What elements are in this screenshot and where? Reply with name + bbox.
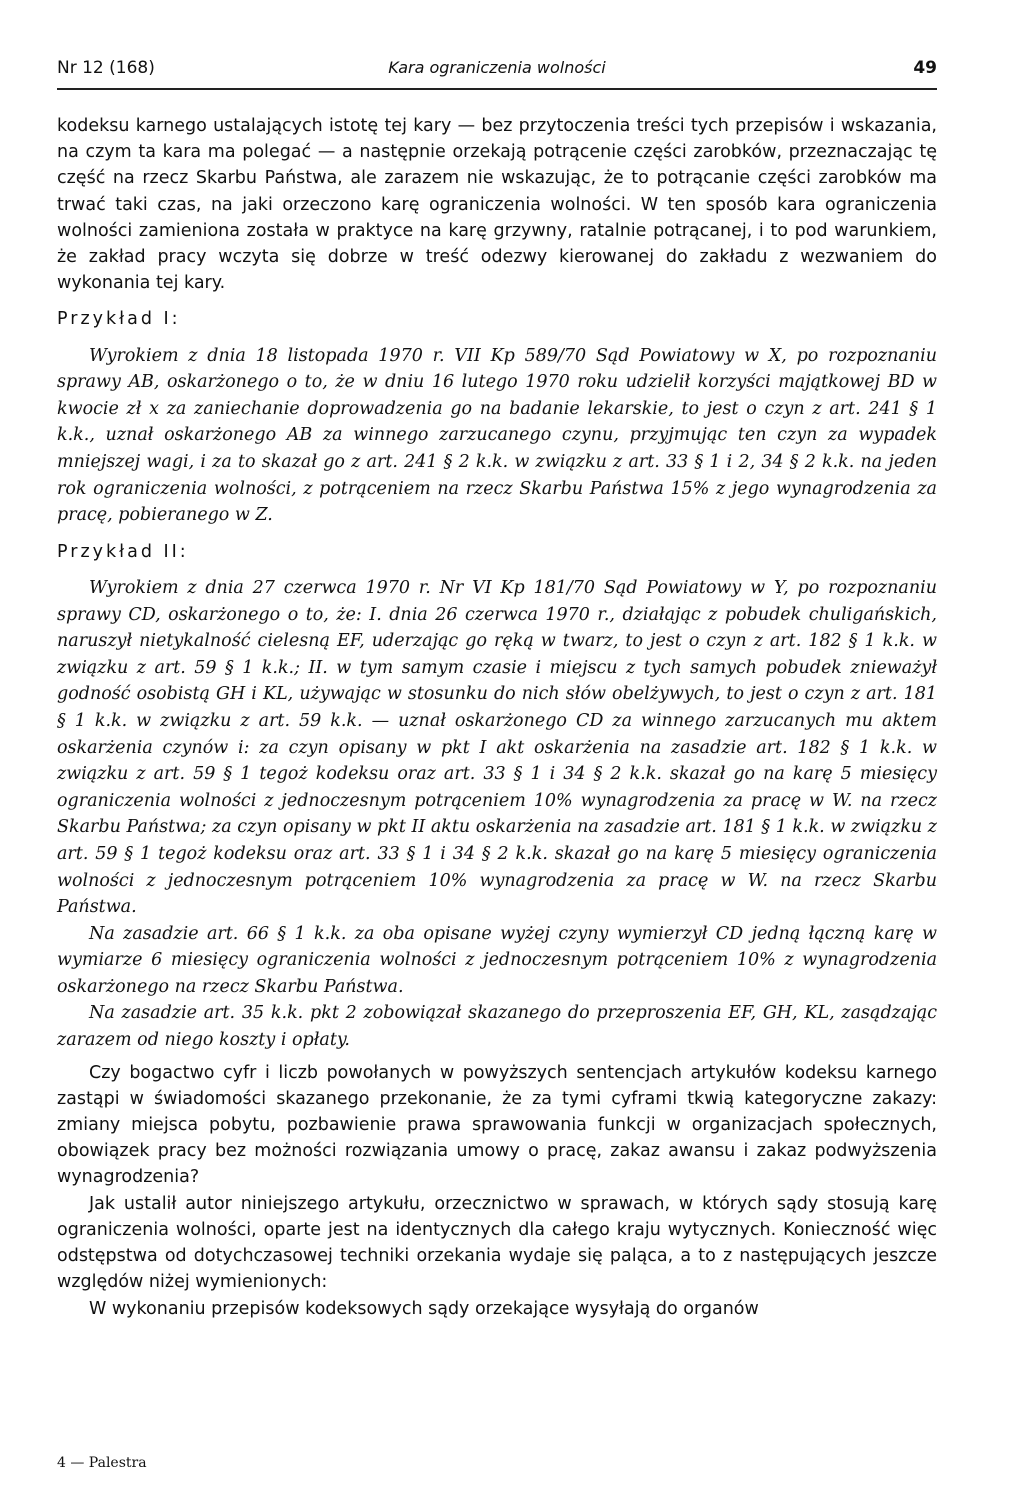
example-text: Wyrokiem z dnia 27 czerwca 1970 r. Nr VI Kp 181/70 Sąd Powiatowy w Y, po rozpoznaniu sprawy CD, oskarżonego o to, że: I. dnia 26 czerwca 1970 r., działając z pobudek chuligańskich, naruszył nietykalność cielesną EF, uderzając go ręką w twarz, to jest o czyn z art. 182 § 1 k.k. w związku z art. 59 § 1 k.k.; II. w tym samym czasie i miejscu z tych samych pobudek znieważył godność osobistą GH i KL, używając w stosunku do nich słów obelżywych, to jest o czyn z art. 181 § 1 k.k. w związku z art. 59 k.k. — uznał oskarżonego CD za winnego zarzucanych mu aktem oskarżenia czynów i: za czyn opisany w pkt I akt oskarżenia na zasadzie art. 182 § 1 k.k. w związku z art. 59 § 1 tegoż kodeksu oraz art. 33 § 1 i 34 § 2 k.k. skazał go na karę 5 miesięcy ograniczenia wolności z jednoczesnym potrąceniem 10% wynagrodzenia za pracę w W. na rzecz Skarbu Państwa; za czyn opisany w pkt II aktu oskarżenia na zasadzie art. 181 § 1 k.k. w związku z art. 59 § 1 tegoż kodeksu oraz art. 33 § 1 i 34 § 2 k.k. skazał go na karę 5 miesięcy ograniczenia wolności z jednoczesnym potrąceniem 10% wynagrodzenia za pracę w W. na rzecz Skarbu Państwa. — [57, 577, 937, 918]
document-page — [57, 0, 937, 1501]
paragraph: kodeksu karnego ustalających istotę tej kary — bez przytoczenia treści tych przepisów i wskazania, na czym ta kara ma polegać — a następnie orzekają potrącenie części zarobków, przeznaczając tę część na rzecz Skarbu Państwa, ale zarazem nie wskazując, że to potrącanie części zarobków ma trwać taki czas, na jaki orzeczono karę ograniczenia wolności. W ten sposób kara ograniczenia wolności zamieniona została w praktyce na karę grzywny, ratalnie potrącanej, i to pod warunkiem, że zakład pracy wczyta się dobrze w treść odezwy kierowanej do zakładu z wezwaniem do wykonania tej kary. — [57, 116, 937, 294]
paragraph: Czy bogactwo cyfr i liczb powołanych w powyższych sentencjach artykułów kodeksu karnego zastąpi w świadomości skazanego przekonanie, że za tymi cyframi tkwią kategoryczne zakazy: zmiany miejsca pobytu, pozbawienie prawa sprawowania funkcji w organizacjach społecznych, obowiązek pracy bez możności rozwiązania umowy o pracę, zakaz awansu i zakaz podwyższenia wynagrodzenia? — [57, 1062, 937, 1188]
example-text: Wyrokiem z dnia 18 listopada 1970 r. VII Kp 589/70 Sąd Powiatowy w X, po rozpoznaniu sprawy AB, oskarżonego o to, że w dniu 16 lutego 1970 roku udzielił korzyści majątkowej BD w kwocie zł x za zaniechanie doprowadzenia go na badanie lekarskie, to jest o czyn z art. 241 § 1 k.k., uznał oskarżonego AB za winnego zarzucanego czynu, przyjmując ten czyn za wypadek mniejszej wagi, i za to skazał go z art. 241 § 2 k.k. w związku z art. 33 § 1 i 2, 34 § 2 k.k. na jeden rok ograniczenia wolności, z potrąceniem na rzecz Skarbu Państwa 15% z jego wynagrodzenia za pracę, pobieranego w Z. — [57, 345, 937, 526]
page-number: 49 — [913, 58, 937, 78]
example-label: Przykład I: — [57, 309, 181, 330]
example-label: Przykład II: — [57, 541, 189, 562]
article-body — [57, 113, 937, 1322]
example-text: Na zasadzie art. 66 § 1 k.k. za oba opisane wyżej czyny wymierzył CD jedną łączną karę w wymiarze 6 miesięcy ograniczenia wolności z jednoczesnym potrąceniem 10% z wynagrodzenia oskarżonego na rzecz Skarbu Państwa. — [57, 923, 937, 997]
footer-signature: 4 — Palestra — [57, 1455, 147, 1471]
paragraph: W wykonaniu przepisów kodeksowych sądy orzekające wysyłają do organów — [89, 1298, 759, 1319]
running-header — [57, 58, 937, 86]
running-title: Kara ograniczenia wolności — [388, 58, 606, 77]
issue-number: Nr 12 (168) — [57, 58, 155, 78]
header-rule — [57, 88, 937, 90]
paragraph: Jak ustalił autor niniejszego artykułu, orzecznictwo w sprawach, w których sądy stosują karę ograniczenia wolności, oparte jest na identycznych dla całego kraju wytycznych. Konieczność więc odstępstwa od dotychczasowej techniki orzekania wydaje się paląca, a to z następujących jeszcze względów niżej wymienionych: — [57, 1193, 937, 1293]
example-text: Na zasadzie art. 35 k.k. pkt 2 zobowiązał skazanego do przeproszenia EF, GH, KL, zasądzając zarazem od niego koszty i opłaty. — [57, 1003, 937, 1051]
